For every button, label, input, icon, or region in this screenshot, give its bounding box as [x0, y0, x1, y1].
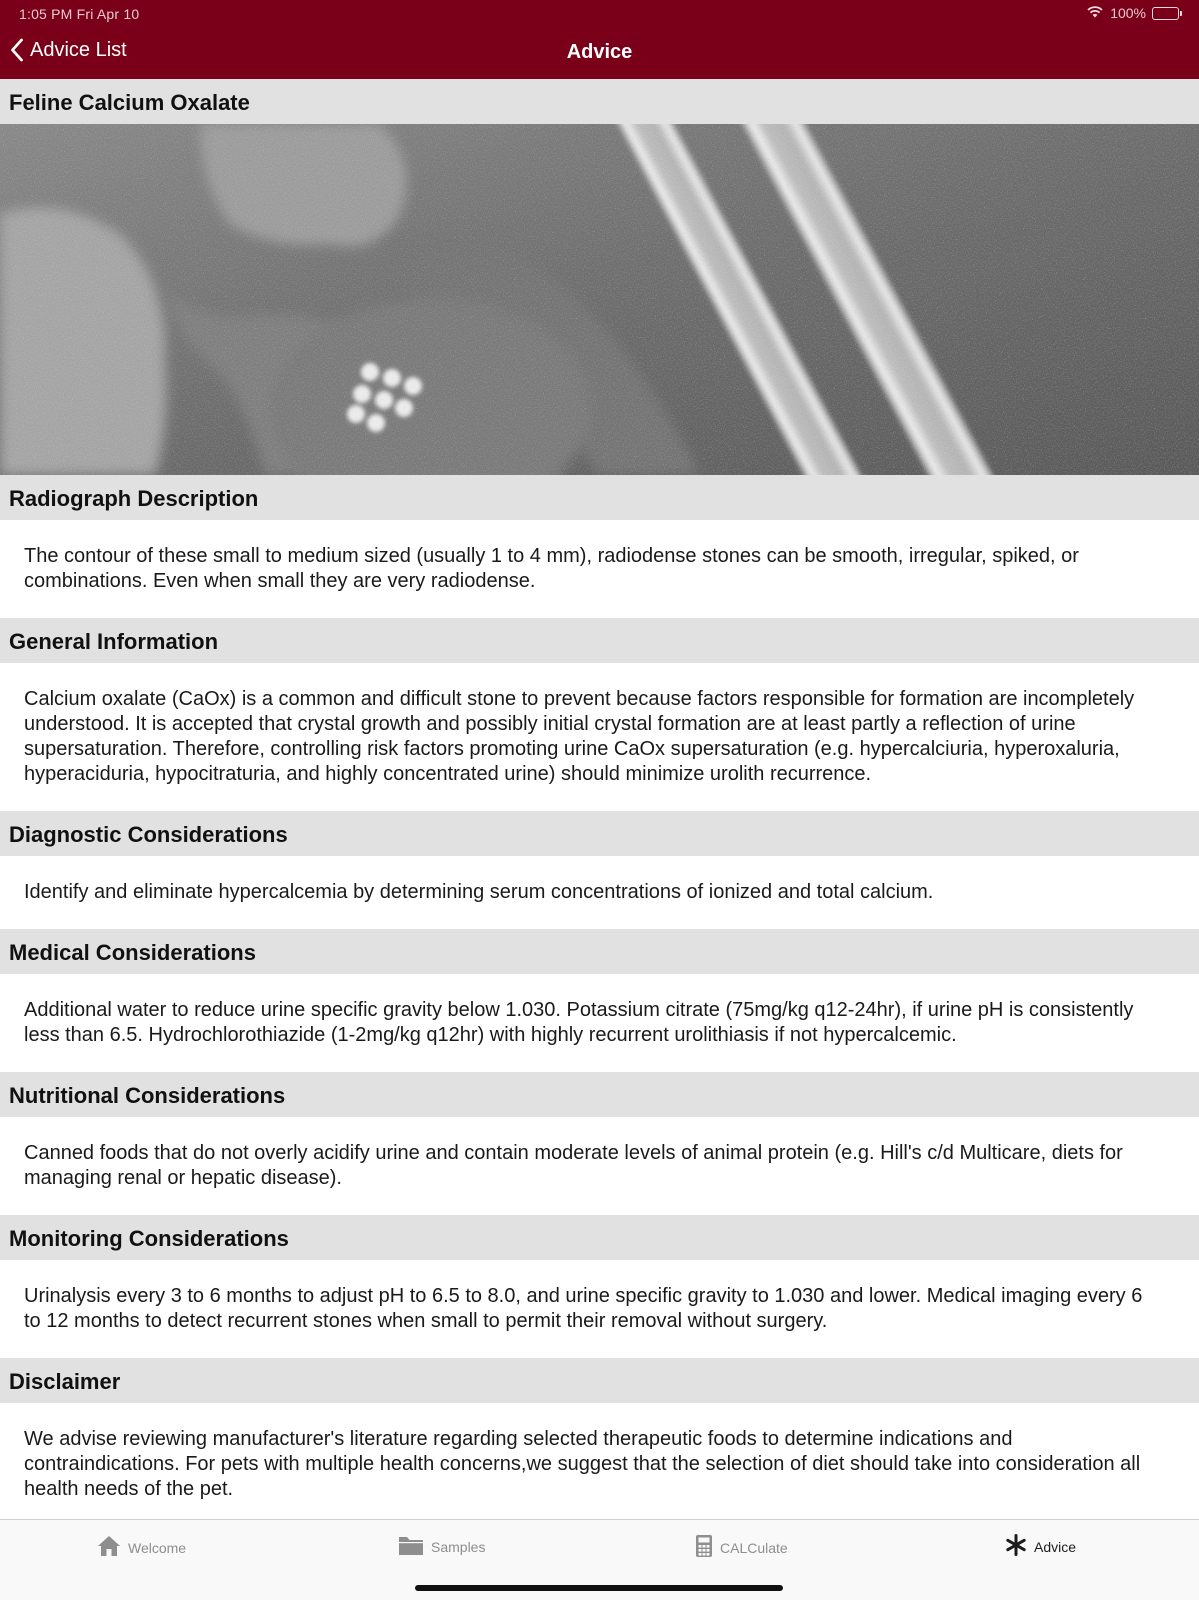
tab-calculate[interactable]: [695, 1534, 788, 1561]
battery-icon: [1152, 7, 1179, 20]
section-heading: Disclaimer: [0, 1358, 1199, 1403]
folder-icon: [398, 1534, 424, 1559]
asterisk-icon: [1005, 1534, 1027, 1559]
radiograph-image: [0, 124, 1199, 475]
section-body: Calcium oxalate (CaOx) is a common and difficult stone to prevent because factors responsible for formation are incompletely understood. It is accepted that crystal growth and possibly initial crystal formation are at least partly a reflection of urine supersaturation. Therefore, controlling risk factors promoting urine CaOx supersaturation (e.g. hypercalciuria, hyperoxaluria, hyperaciduria, hypocitraturia, and highly concentrated urine) should minimize urolith recurrence.: [24, 688, 1135, 785]
section-body: We advise reviewing manufacturer's literature regarding selected therapeutic foods to determine indications and contraindications. For pets with multiple health concerns,we suggest that the selection of diet should take into consideration all health needs of the pet.: [24, 1428, 1141, 1500]
advice-content[interactable]: [0, 79, 1199, 1519]
back-button-label: Advice List: [30, 38, 127, 61]
home-indicator[interactable]: [415, 1585, 783, 1591]
tab-advice[interactable]: [1005, 1534, 1076, 1559]
section-body: Canned foods that do not overly acidify urine and contain moderate levels of animal protein (e.g. Hill's c/d Multicare, diets for managing renal or hepatic disease).: [24, 1142, 1123, 1189]
house-icon: [97, 1534, 121, 1561]
status-right: [1086, 5, 1179, 21]
status-time: 1:05 PM Fri Apr 10: [19, 6, 140, 22]
battery-percent: 100%: [1110, 5, 1146, 21]
section-heading: Diagnostic Considerations: [0, 811, 1199, 856]
nav-bar: [0, 28, 1199, 79]
calculator-icon: [695, 1534, 713, 1561]
section-body: Identify and eliminate hypercalcemia by determining serum concentrations of ionized and total calcium.: [24, 881, 934, 903]
section-medical-considerations: [0, 929, 1199, 1072]
tab-label: Samples: [431, 1538, 486, 1555]
section-nutritional-considerations: [0, 1072, 1199, 1215]
section-disclaimer: [0, 1358, 1199, 1519]
tab-label: CALCulate: [720, 1539, 788, 1556]
tab-label: Advice: [1034, 1538, 1077, 1555]
status-bar: [0, 0, 1199, 28]
section-heading: Medical Considerations: [0, 929, 1199, 974]
section-diagnostic-considerations: [0, 811, 1199, 929]
section-heading: Monitoring Considerations: [0, 1215, 1199, 1260]
nav-title: Advice: [566, 41, 633, 63]
advice-title: Feline Calcium Oxalate: [0, 79, 1199, 124]
tab-samples[interactable]: [398, 1534, 485, 1559]
wifi-icon: [1086, 5, 1104, 21]
tab-welcome[interactable]: [97, 1534, 186, 1561]
section-body: The contour of these small to medium sized (usually 1 to 4 mm), radiodense stones can be smooth, irregular, spiked, or combinations. Even when small they are very radiodense.: [24, 545, 1079, 592]
section-general-information: [0, 618, 1199, 811]
section-body: Urinalysis every 3 to 6 months to adjust pH to 6.5 to 8.0, and urine specific gravity to 1.030 and lower. Medical imaging every 6 to 12 months to detect recurrent stones when small to permit their removal without surgery.: [24, 1285, 1143, 1332]
section-monitoring-considerations: [0, 1215, 1199, 1358]
tab-label: Welcome: [128, 1539, 187, 1556]
section-heading: Nutritional Considerations: [0, 1072, 1199, 1117]
section-heading: General Information: [0, 618, 1199, 663]
section-body: Additional water to reduce urine specific gravity below 1.030. Potassium citrate (75mg/kg q12-24hr), if urine pH is consistently less than 6.5. Hydrochlorothiazide (1-2mg/kg q12hr) with highly recurrent urolithiasis if not hypercalcemic.: [24, 999, 1134, 1046]
section-heading: Radiograph Description: [0, 475, 1199, 520]
section-radiograph-description: [0, 475, 1199, 618]
